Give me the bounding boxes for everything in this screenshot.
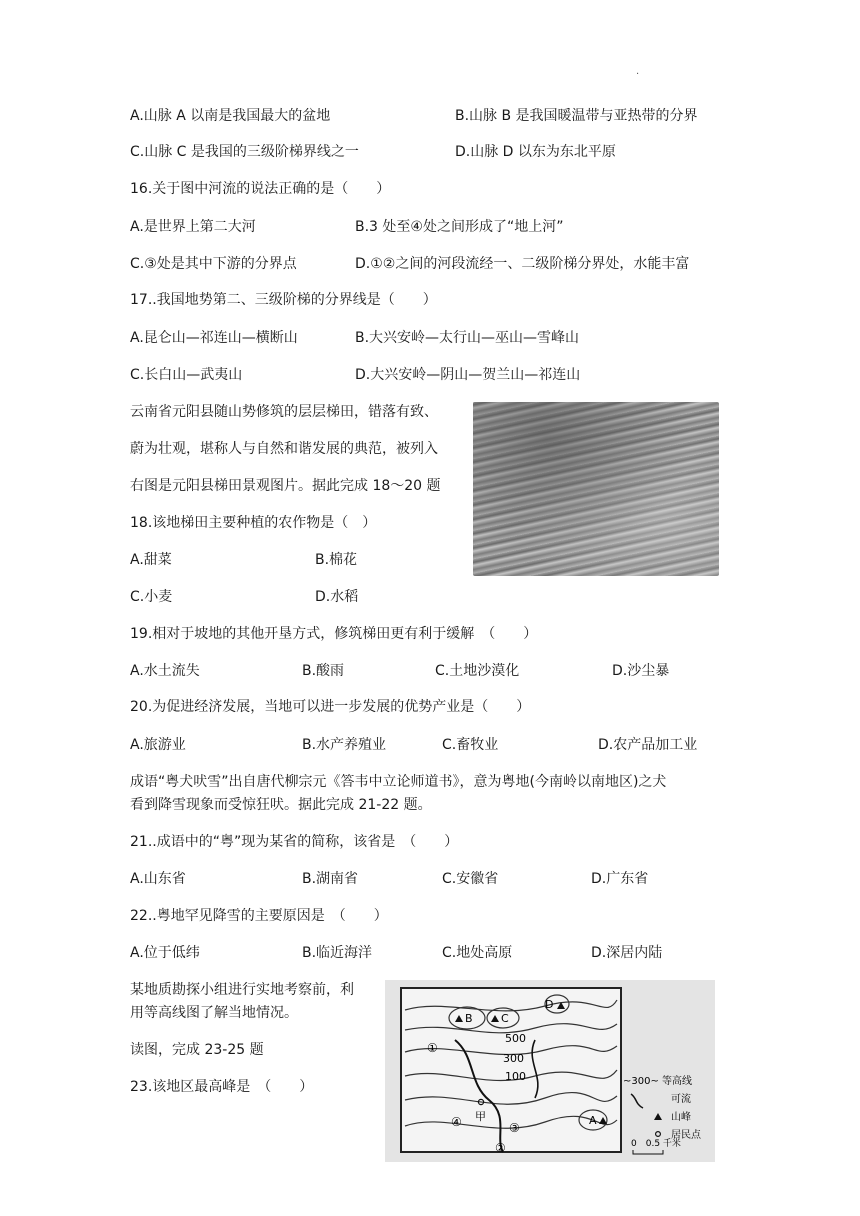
q17-stem: 17..我国地势第二、三级阶梯的分界线是（ ）: [130, 292, 437, 308]
marker-4: ④: [451, 1115, 462, 1129]
q23-stem: 23.该地区最高峰是 （ ）: [130, 1079, 314, 1095]
q18-stem: 18.该地梯田主要种植的农作物是（ ）: [130, 515, 377, 531]
contour-label-300: 300: [503, 1052, 524, 1065]
q18-option-a: A.甜菜: [130, 552, 172, 568]
q21-stem: 21..成语中的“粤”现为某省的简称，该省是 （ ）: [130, 834, 459, 850]
intro-23-25-line3: 读图，完成 23-25 题: [130, 1042, 264, 1058]
intro-18-20-line3: 右图是元阳县梯田景观图片。据此完成 18～20 题: [130, 478, 441, 494]
terrace-photo: [473, 402, 719, 576]
q21-option-a: A.山东省: [130, 871, 186, 887]
q15-option-b: B.山脉 B 是我国暖温带与亚热带的分界: [455, 108, 698, 124]
peak-b-label: B: [465, 1012, 473, 1025]
contour-map: [385, 980, 715, 1162]
q16-option-d: D.①②之间的河段流经一、二级阶梯分界处，水能丰富: [355, 256, 690, 272]
marker-3: ③: [509, 1121, 520, 1135]
village-label: 甲: [475, 1110, 486, 1123]
q22-option-a: A.位于低纬: [130, 945, 200, 961]
q22-option-b: B.临近海洋: [302, 945, 373, 961]
q22-option-c: C.地处高原: [442, 945, 513, 961]
intro-21-22-line2: 看到降雪现象而受惊狂吠。据此完成 21-22 题。: [130, 797, 432, 813]
intro-23-25-line2: 用等高线图了解当地情况。: [130, 1005, 298, 1021]
q21-option-d: D.广东省: [591, 871, 649, 887]
marker-2: ②: [495, 1141, 506, 1155]
q16-stem: 16.关于图中河流的说法正确的是（ ）: [130, 181, 391, 197]
q20-option-a: A.旅游业: [130, 737, 186, 753]
q15-option-c: C.山脉 C 是我国的三级阶梯界线之一: [130, 144, 359, 160]
intro-18-20-line2: 蔚为壮观，堪称人与自然和谐发展的典范，被列入: [130, 441, 438, 457]
q18-option-d: D.水稻: [315, 589, 359, 605]
marker-1: ①: [427, 1041, 438, 1055]
q17-option-d: D.大兴安岭—阴山—贺兰山—祁连山: [355, 367, 581, 383]
q17-option-a: A.昆仑山—祁连山—横断山: [130, 330, 298, 346]
q16-option-b: B.3 处至④处之间形成了“地上河”: [355, 219, 564, 235]
q15-option-d: D.山脉 D 以东为东北平原: [455, 144, 616, 160]
contour-label-500: 500: [505, 1032, 526, 1045]
contour-label-100: 100: [505, 1070, 526, 1083]
peak-a-label: A: [589, 1114, 597, 1127]
q22-stem: 22..粤地罕见降雪的主要原因是 （ ）: [130, 908, 388, 924]
peak-c-label: C: [501, 1012, 509, 1025]
q19-stem: 19.相对于坡地的其他开垦方式，修筑梯田更有利于缓解 （ ）: [130, 626, 538, 642]
q20-option-d: D.农产品加工业: [598, 737, 698, 753]
legend-peak: 山峰: [671, 1112, 691, 1123]
q19-option-d: D.沙尘暴: [612, 663, 670, 679]
q17-option-b: B.大兴安岭—太行山—巫山—雪峰山: [355, 330, 580, 346]
scale-label: 0 0.5 千米: [631, 1139, 681, 1149]
header-mark: .: [636, 66, 640, 77]
peak-d-label: D: [545, 998, 554, 1011]
q18-option-c: C.小麦: [130, 589, 173, 605]
intro-18-20-line1: 云南省元阳县随山势修筑的层层梯田，错落有致、: [130, 404, 438, 420]
q19-option-a: A.水土流失: [130, 663, 200, 679]
q20-option-c: C.畜牧业: [442, 737, 499, 753]
intro-21-22-line1: 成语“粤犬吠雪”出自唐代柳宗元《答韦中立论师道书》，意为粤地(今南岭以南地区)之犬: [130, 774, 667, 790]
q20-option-b: B.水产养殖业: [302, 737, 387, 753]
q22-option-d: D.深居内陆: [591, 945, 663, 961]
q16-option-a: A.是世界上第二大河: [130, 219, 256, 235]
intro-23-25-line1: 某地质勘探小组进行实地考察前，利: [130, 982, 354, 998]
q20-stem: 20.为促进经济发展，当地可以进一步发展的优势产业是（ ）: [130, 699, 531, 715]
legend-village: 居民点: [671, 1130, 701, 1141]
q21-option-b: B.湖南省: [302, 871, 359, 887]
legend-contour: ~300~ 等高线: [623, 1076, 693, 1087]
q19-option-c: C.土地沙漠化: [435, 663, 520, 679]
legend-river: 可流: [671, 1094, 691, 1105]
q19-option-b: B.酸雨: [302, 663, 345, 679]
q18-option-b: B.棉花: [315, 552, 358, 568]
q15-option-a: A.山脉 A 以南是我国最大的盆地: [130, 108, 331, 124]
q16-option-c: C.③处是其中下游的分界点: [130, 256, 297, 272]
q21-option-c: C.安徽省: [442, 871, 499, 887]
q17-option-c: C.长白山—武夷山: [130, 367, 243, 383]
